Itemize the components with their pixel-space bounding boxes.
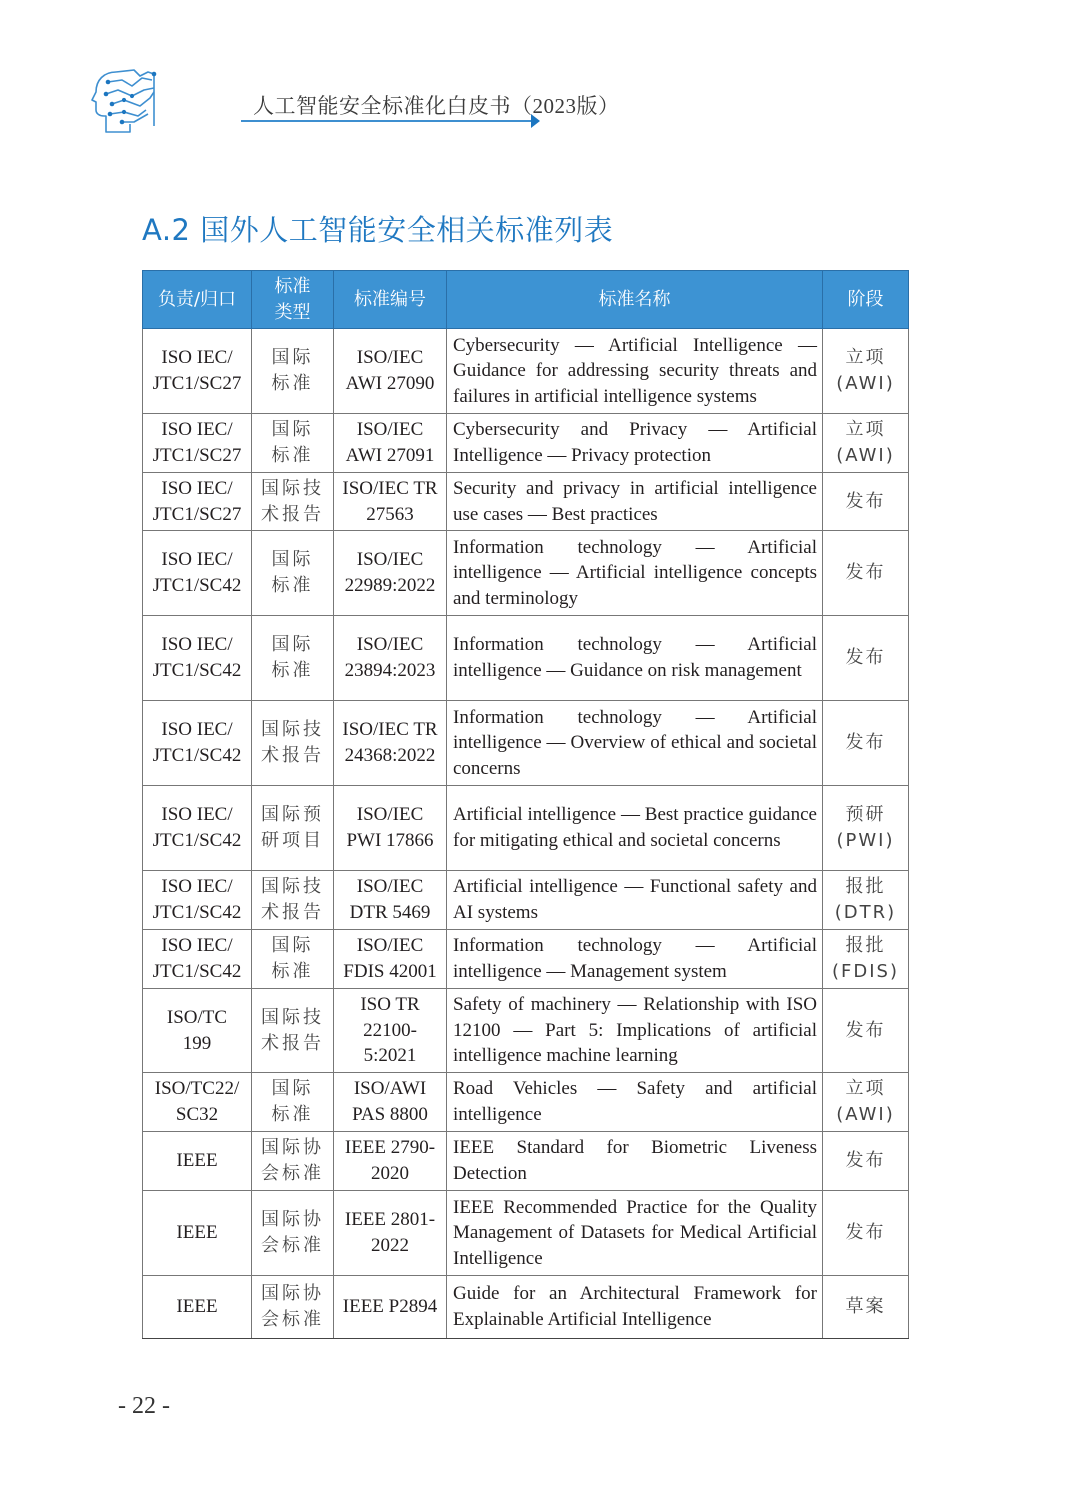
cell-type: 国际协 会标准	[252, 1132, 334, 1191]
section-title: A.2 国外人工智能安全相关标准列表	[142, 213, 614, 247]
cell-type: 国际技 术报告	[252, 701, 334, 786]
cell-name: Safety of machinery — Relationship with ISO 12100 — Part 5: Implications of artificial intelligence machine learning	[447, 989, 823, 1073]
cell-stage: 报批 (FDIS)	[823, 930, 909, 989]
cell-type: 国际 标准	[252, 616, 334, 701]
cell-stage: 立项 (AWI)	[823, 414, 909, 473]
cell-code: ISO TR 22100- 5:2021	[334, 989, 447, 1073]
cell-owner: ISO IEC/ JTC1/SC27	[143, 329, 252, 414]
cell-code: ISO/IEC TR 27563	[334, 473, 447, 531]
cell-owner: ISO IEC/ JTC1/SC42	[143, 616, 252, 701]
cell-name: Information technology — Artificial intelligence — Management system	[447, 930, 823, 989]
cell-stage: 草案	[823, 1276, 909, 1339]
cell-code: ISO/IEC FDIS 42001	[334, 930, 447, 989]
column-header-stage	[823, 271, 909, 329]
cell-stage: 立项 (AWI)	[823, 1073, 909, 1132]
cell-owner: IEEE	[143, 1132, 252, 1191]
cell-owner: ISO/TC22/ SC32	[143, 1073, 252, 1132]
cell-stage: 立项 (AWI)	[823, 329, 909, 414]
page-header	[88, 66, 620, 136]
cell-code: ISO/IEC AWI 27090	[334, 329, 447, 414]
cell-code: ISO/IEC 23894:2023	[334, 616, 447, 701]
cell-owner: IEEE	[143, 1191, 252, 1276]
cell-name: Guide for an Architectural Framework for Explainable Artificial Intelligence	[447, 1276, 823, 1339]
table-row	[143, 1276, 909, 1339]
cell-type: 国际协 会标准	[252, 1276, 334, 1339]
cell-owner: IEEE	[143, 1276, 252, 1339]
cell-owner: ISO IEC/ JTC1/SC42	[143, 701, 252, 786]
column-header-type	[252, 271, 334, 329]
cell-type: 国际技 术报告	[252, 473, 334, 531]
cell-name: Information technology — Artificial intelligence — Guidance on risk management	[447, 616, 823, 701]
table-row	[143, 1191, 909, 1276]
cell-name: IEEE Recommended Practice for the Quality Management of Datasets for Medical Artificial Intelligence	[447, 1191, 823, 1276]
cell-owner: ISO IEC/ JTC1/SC42	[143, 871, 252, 930]
table-row	[143, 329, 909, 414]
header-rule	[241, 120, 533, 122]
cell-stage: 发布	[823, 473, 909, 531]
cell-code: ISO/IEC PWI 17866	[334, 786, 447, 871]
ai-head-circuit-icon	[88, 66, 168, 136]
cell-code: ISO/IEC TR 24368:2022	[334, 701, 447, 786]
table-row	[143, 701, 909, 786]
cell-type: 国际 标准	[252, 1073, 334, 1132]
cell-name: Information technology — Artificial intelligence — Artificial intelligence concepts and terminology	[447, 531, 823, 616]
header-title: 人工智能安全标准化白皮书（2023版）	[253, 94, 620, 118]
column-header-label: 标准名称	[598, 288, 671, 310]
column-header-owner	[143, 271, 252, 329]
table-header-row	[143, 271, 909, 329]
cell-owner: ISO IEC/ JTC1/SC42	[143, 531, 252, 616]
cell-type: 国际 标准	[252, 930, 334, 989]
cell-stage: 发布	[823, 701, 909, 786]
cell-code: IEEE 2790- 2020	[334, 1132, 447, 1191]
cell-name: Artificial intelligence — Best practice guidance for mitigating ethical and societal concerns	[447, 786, 823, 871]
cell-stage: 发布	[823, 989, 909, 1073]
cell-owner: ISO IEC/ JTC1/SC27	[143, 473, 252, 531]
table-row	[143, 1132, 909, 1191]
table-row	[143, 786, 909, 871]
column-header-name	[447, 271, 823, 329]
cell-code: IEEE P2894	[334, 1276, 447, 1339]
table-row	[143, 414, 909, 473]
column-header-label: 负责/归口	[157, 288, 237, 310]
cell-code: ISO/IEC DTR 5469	[334, 871, 447, 930]
table-row	[143, 989, 909, 1073]
column-header-label: 标准编号	[354, 288, 426, 310]
column-header-label: 阶段	[847, 288, 884, 310]
table-row	[143, 473, 909, 531]
cell-type: 国际技 术报告	[252, 989, 334, 1073]
table-row	[143, 871, 909, 930]
cell-stage: 发布	[823, 1132, 909, 1191]
cell-name: Cybersecurity — Artificial Intelligence — Guidance for addressing security threats and failures in artificial intelligence systems	[447, 329, 823, 414]
cell-stage: 发布	[823, 1191, 909, 1276]
cell-owner: ISO/TC 199	[143, 989, 252, 1073]
cell-type: 国际协 会标准	[252, 1191, 334, 1276]
standards-table	[142, 270, 909, 1339]
cell-stage: 发布	[823, 616, 909, 701]
table-row	[143, 930, 909, 989]
cell-name: Information technology — Artificial intelligence — Overview of ethical and societal concerns	[447, 701, 823, 786]
cell-name: IEEE Standard for Biometric Liveness Detection	[447, 1132, 823, 1191]
cell-type: 国际 标准	[252, 531, 334, 616]
cell-owner: ISO IEC/ JTC1/SC42	[143, 786, 252, 871]
cell-type: 国际预 研项目	[252, 786, 334, 871]
cell-code: ISO/IEC AWI 27091	[334, 414, 447, 473]
arrow-right-icon	[531, 114, 540, 128]
cell-code: ISO/IEC 22989:2022	[334, 531, 447, 616]
column-header-code	[334, 271, 447, 329]
table-row	[143, 531, 909, 616]
cell-type: 国际 标准	[252, 329, 334, 414]
table-row	[143, 616, 909, 701]
cell-stage: 报批 (DTR)	[823, 871, 909, 930]
cell-name: Artificial intelligence — Functional safety and AI systems	[447, 871, 823, 930]
table-row	[143, 1073, 909, 1132]
cell-stage: 预研 (PWI)	[823, 786, 909, 871]
cell-type: 国际 标准	[252, 414, 334, 473]
column-header-label: 标准 类型	[274, 275, 311, 323]
cell-name: Security and privacy in artificial intelligence use cases — Best practices	[447, 473, 823, 531]
cell-code: IEEE 2801- 2022	[334, 1191, 447, 1276]
cell-type: 国际技 术报告	[252, 871, 334, 930]
cell-code: ISO/AWI PAS 8800	[334, 1073, 447, 1132]
page-number: - 22 -	[118, 1393, 170, 1419]
cell-name: Cybersecurity and Privacy — Artificial Intelligence — Privacy protection	[447, 414, 823, 473]
cell-name: Road Vehicles — Safety and artificial intelligence	[447, 1073, 823, 1132]
cell-owner: ISO IEC/ JTC1/SC27	[143, 414, 252, 473]
cell-stage: 发布	[823, 531, 909, 616]
cell-owner: ISO IEC/ JTC1/SC42	[143, 930, 252, 989]
